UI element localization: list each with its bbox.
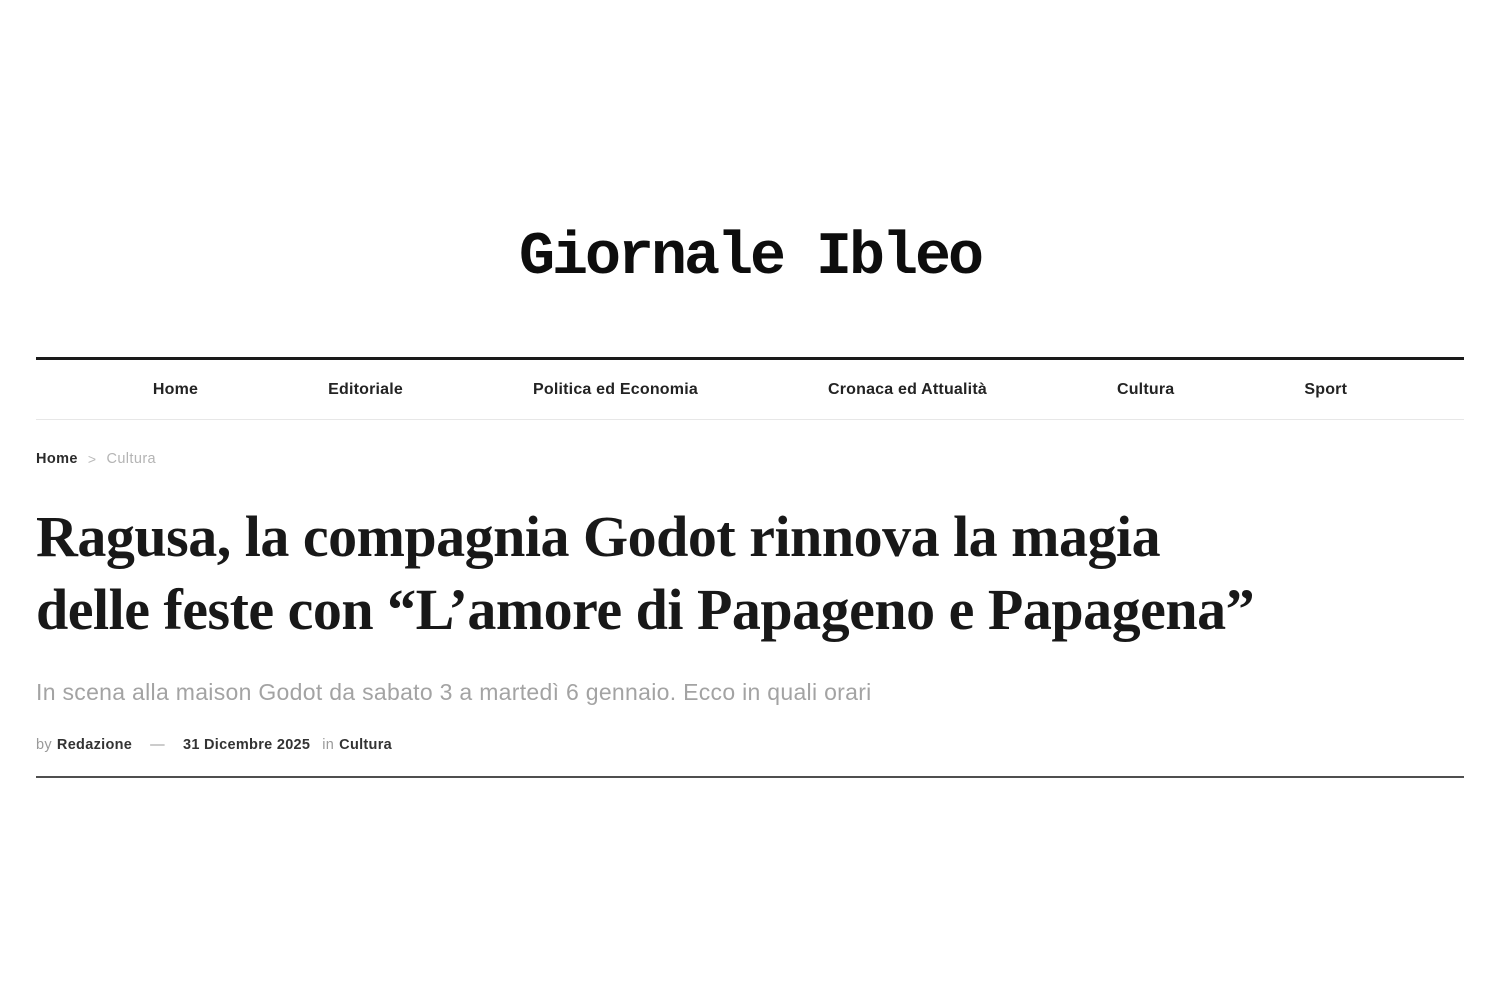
nav-item-cronaca-ed-attualita[interactable]: Cronaca ed Attualità xyxy=(827,380,987,398)
article-title xyxy=(36,500,1464,646)
breadcrumb xyxy=(36,451,1464,467)
article-title-line-2: delle feste con “L’amore di Papageno e Papagena” xyxy=(36,577,1255,642)
masthead xyxy=(36,0,1464,292)
breadcrumb-current-category[interactable]: Cultura xyxy=(106,451,157,467)
page-container xyxy=(36,0,1464,778)
byline-category-link[interactable]: Cultura xyxy=(339,737,393,753)
site-logo[interactable]: Giornale Ibleo xyxy=(518,224,982,292)
chevron-right-icon: > xyxy=(87,451,97,467)
nav-item-sport[interactable]: Sport xyxy=(1304,380,1348,398)
breadcrumb-home-link[interactable]: Home xyxy=(36,451,78,467)
article-subtitle: In scena alla maison Godot da sabato 3 a martedì 6 gennaio. Ecco in quali orari xyxy=(36,679,872,705)
nav-item-editoriale[interactable]: Editoriale xyxy=(328,380,404,398)
main-nav xyxy=(36,357,1464,420)
byline-separator: — xyxy=(150,737,165,753)
nav-item-politica-ed-economia[interactable]: Politica ed Economia xyxy=(533,380,698,398)
article-header-divider xyxy=(36,776,1464,778)
byline-author-link[interactable]: Redazione xyxy=(56,737,133,753)
nav-item-home[interactable]: Home xyxy=(152,380,199,398)
byline-date: 31 Dicembre 2025 xyxy=(182,737,311,753)
nav-item-cultura[interactable]: Cultura xyxy=(1116,380,1175,398)
byline-by-label: by xyxy=(36,737,52,753)
byline-in-label: in xyxy=(322,737,335,753)
article-title-line-1: Ragusa, la compagnia Godot rinnova la magia xyxy=(36,504,1161,569)
article-byline xyxy=(36,737,1464,753)
